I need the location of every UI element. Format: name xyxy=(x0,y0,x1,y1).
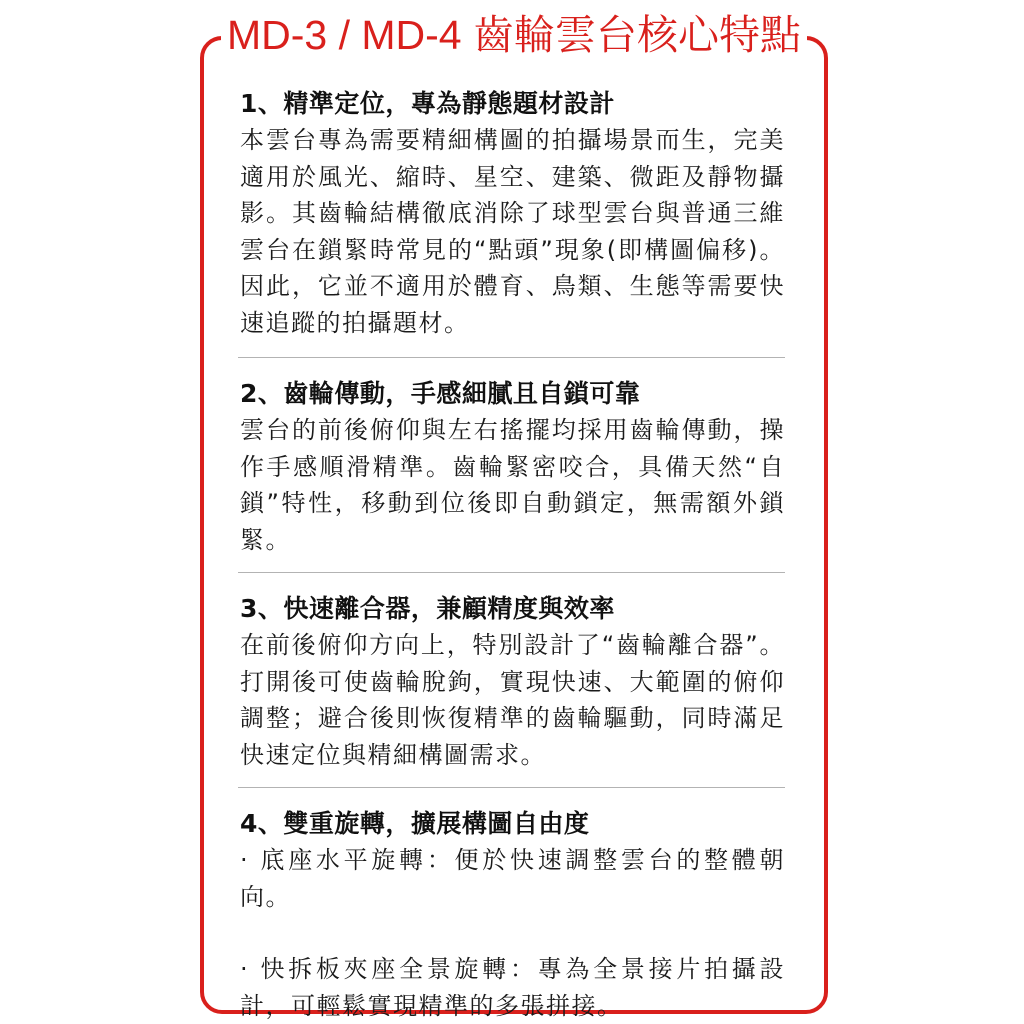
section-heading: 4、雙重旋轉，擴展構圖自由度 xyxy=(240,809,590,838)
feature-section-1 xyxy=(240,86,785,357)
bullet-panorama-rotation: · 快拆板夾座全景旋轉：專為全景接片拍攝設計，可輕鬆實現精準的多張拼接。 xyxy=(240,955,785,1020)
feature-section-2 xyxy=(240,358,785,572)
feature-section-3 xyxy=(240,573,785,787)
section-heading: 3、快速離合器，兼顧精度與效率 xyxy=(240,594,615,623)
feature-section-4 xyxy=(240,788,785,1024)
page-title: MD-3 / MD-4 齒輪雲台核心特點 xyxy=(221,10,807,60)
bullet-base-rotation: · 底座水平旋轉：便於快速調整雲台的整體朝向。 xyxy=(240,846,785,911)
title-wrap xyxy=(204,10,824,69)
section-paragraph: 雲台的前後俯仰與左右搖擺均採用齒輪傳動，操作手感順滑精準。齒輪緊密咬合，具備天然“自鎖”特性，移動到位後即自動鎖定，無需額外鎖緊。 xyxy=(240,416,785,554)
section-paragraph: 本雲台專為需要精細構圖的拍攝場景而生，完美適用於風光、縮時、星空、建築、微距及靜物攝影。其齒輪結構徹底消除了球型雲台與普通三維雲台在鎖緊時常見的“點頭”現象(即構圖偏移)。因此，它並不適用於體育、鳥類、生態等需要快速追蹤的拍攝題材。 xyxy=(240,126,785,337)
section-paragraph: 在前後俯仰方向上，特別設計了“齒輪離合器”。打開後可使齒輪脫鉤，實現快速、大範圍的俯仰調整；避合後則恢復精準的齒輪驅動，同時滿足快速定位與精細構圖需求。 xyxy=(240,631,785,769)
feature-list xyxy=(240,86,785,1024)
section-heading: 1、精準定位，專為靜態題材設計 xyxy=(240,89,615,118)
section-heading: 2、齒輪傳動，手感細膩且自鎖可靠 xyxy=(240,379,641,408)
